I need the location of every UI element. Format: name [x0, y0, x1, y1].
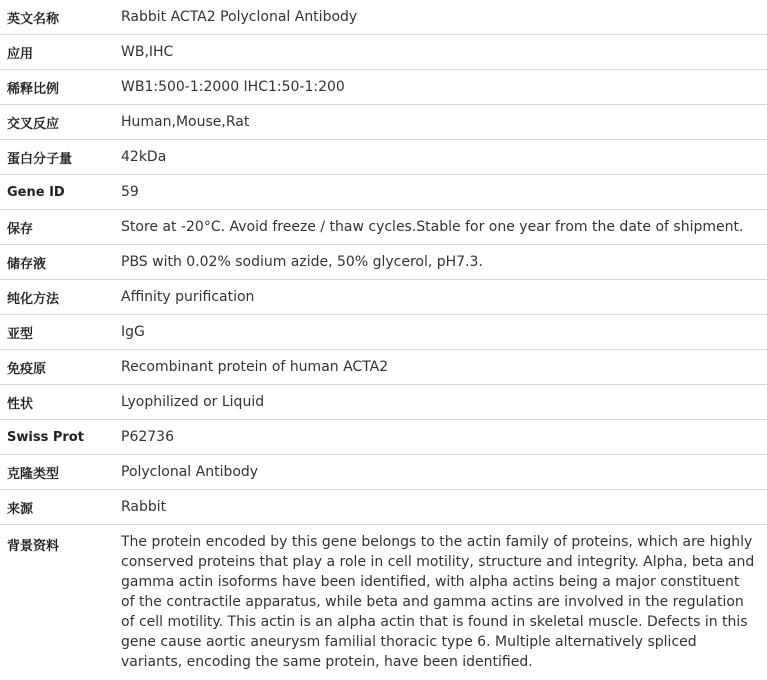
- spec-row-purification: [0, 280, 767, 315]
- spec-label: 纯化方法: [0, 280, 120, 315]
- spec-row-storage-buffer: [0, 245, 767, 280]
- spec-value: Affinity purification: [120, 280, 767, 315]
- spec-label: 克隆类型: [0, 455, 120, 490]
- spec-label: 蛋白分子量: [0, 140, 120, 175]
- spec-label: 储存液: [0, 245, 120, 280]
- spec-value: WB1:500-1:2000 IHC1:50-1:200: [120, 70, 767, 105]
- spec-label: 来源: [0, 490, 120, 525]
- spec-row-swiss-prot: [0, 420, 767, 455]
- spec-row-gene-id: [0, 175, 767, 210]
- spec-label: 交叉反应: [0, 105, 120, 140]
- spec-row-clonality: [0, 455, 767, 490]
- spec-label: 亚型: [0, 315, 120, 350]
- spec-label: 免疫原: [0, 350, 120, 385]
- spec-label: 稀释比例: [0, 70, 120, 105]
- spec-label: 性状: [0, 385, 120, 420]
- spec-value: 42kDa: [120, 140, 767, 175]
- spec-label: 背景资料: [0, 525, 120, 680]
- spec-value: The protein encoded by this gene belongs to the actin family of proteins, which are highly conserved proteins that play a role in cell motility, structure and integrity. Alpha, beta and gamma actin isoforms have been identified, with alpha actins being a major constituent of the contractile apparatus, while beta and gamma actins are involved in the regulation of cell motility. This actin is an alpha actin that is found in skeletal muscle. Defects in this gene cause aortic aneurysm familial thoracic type 6. Multiple alternatively spliced variants, encoding the same protein, have been identified.: [120, 525, 767, 680]
- spec-value: Store at -20°C. Avoid freeze / thaw cycles.Stable for one year from the date of shipment.: [120, 210, 767, 245]
- spec-value: Human,Mouse,Rat: [120, 105, 767, 140]
- spec-label: 保存: [0, 210, 120, 245]
- spec-row-english-name: [0, 0, 767, 35]
- spec-value: 59: [120, 175, 767, 210]
- spec-value: Lyophilized or Liquid: [120, 385, 767, 420]
- spec-label: 应用: [0, 35, 120, 70]
- spec-label: Swiss Prot: [0, 420, 120, 455]
- spec-row-application: [0, 35, 767, 70]
- spec-value: Rabbit ACTA2 Polyclonal Antibody: [120, 0, 767, 35]
- spec-value: PBS with 0.02% sodium azide, 50% glycerol, pH7.3.: [120, 245, 767, 280]
- spec-row-host: [0, 490, 767, 525]
- spec-row-molecular-weight: [0, 140, 767, 175]
- spec-value: P62736: [120, 420, 767, 455]
- spec-value: Rabbit: [120, 490, 767, 525]
- spec-value: IgG: [120, 315, 767, 350]
- spec-row-reactivity: [0, 105, 767, 140]
- spec-row-dilution: [0, 70, 767, 105]
- spec-value: Recombinant protein of human ACTA2: [120, 350, 767, 385]
- spec-row-isotype: [0, 315, 767, 350]
- spec-row-immunogen: [0, 350, 767, 385]
- spec-label: 英文名称: [0, 0, 120, 35]
- spec-row-form: [0, 385, 767, 420]
- spec-row-storage: [0, 210, 767, 245]
- spec-value: Polyclonal Antibody: [120, 455, 767, 490]
- spec-value: WB,IHC: [120, 35, 767, 70]
- spec-row-background: [0, 525, 767, 680]
- spec-label: Gene ID: [0, 175, 120, 210]
